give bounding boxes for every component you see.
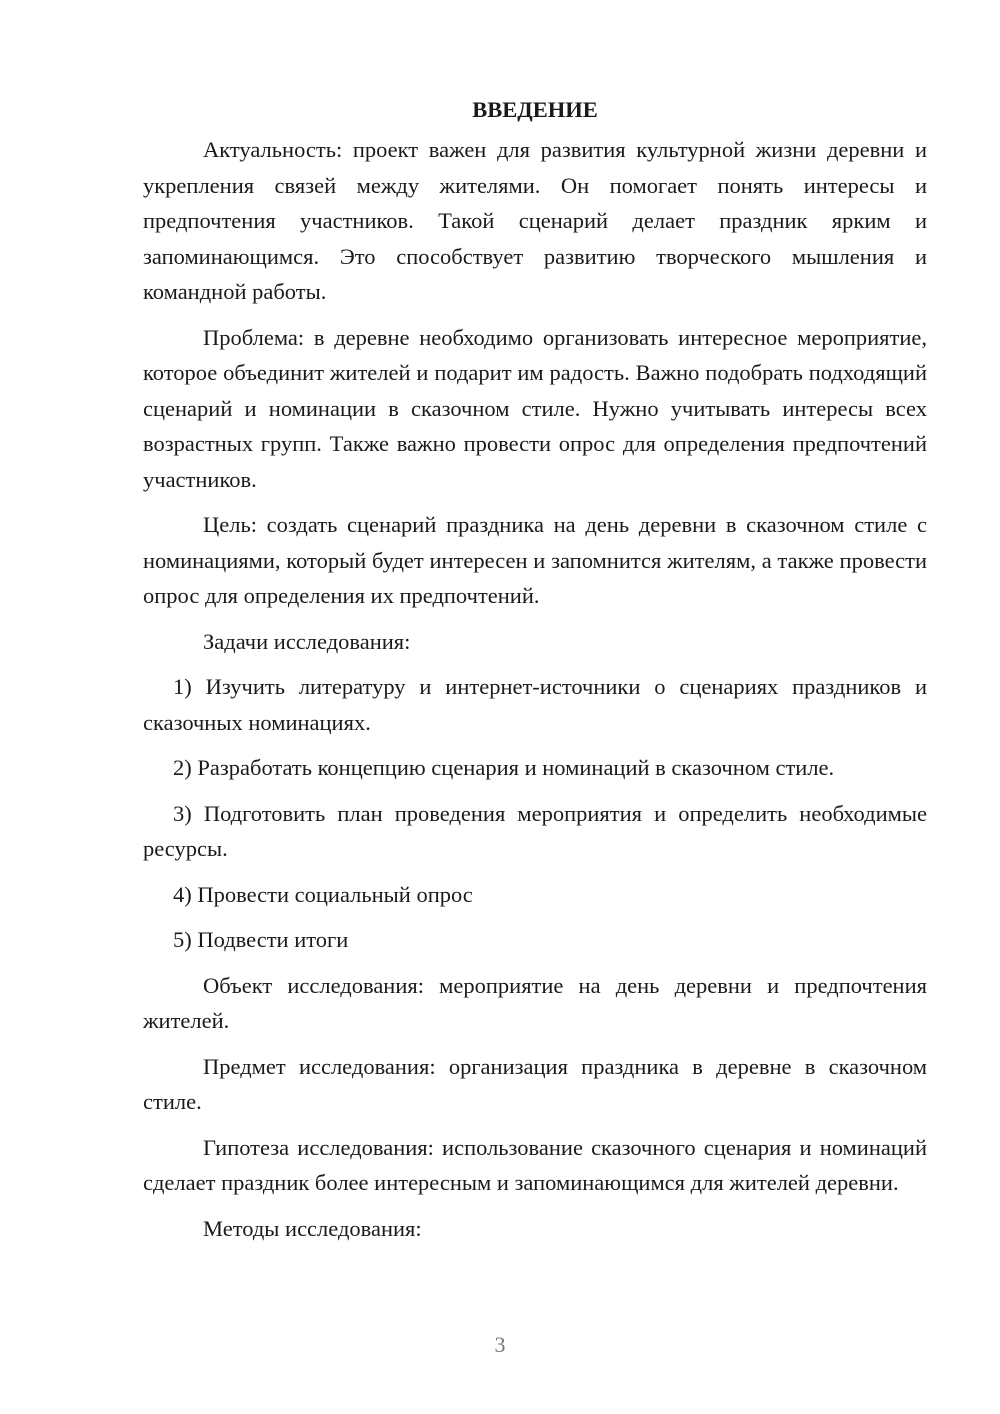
task-item-1: 1) Изучить литературу и интернет-источники о сценариях праздников и сказочных номинациях. [143,674,927,735]
paragraph-object: Объект исследования: мероприятие на день деревни и предпочтения жителей. [143,972,927,1033]
paragraph-goal: Цель: создать сценарий праздника на день деревни в сказочном стиле с номинациями, который будет интересен и запомнится жителям, а также провести опрос для определения их предпочтений. [143,512,927,608]
paragraph-relevance: Актуальность: проект важен для развития культурной жизни деревни и укрепления связей между жителями. Он помогает понять интересы и предпочтения участников. Такой сценарий делает праздник ярким и запоминающимся. Это способствует развитию творческого мышления и командной работы. [143,137,927,304]
page-content [143,92,927,1246]
task-item-2: 2) Разработать концепцию сценария и номинаций в сказочном стиле. [173,755,835,780]
paragraph-subject: Предмет исследования: организация праздника в деревне в сказочном стиле. [143,1053,927,1114]
paragraph-hypothesis: Гипотеза исследования: использование сказочного сценария и номинаций сделает праздник более интересным и запоминающимся для жителей деревни. [143,1134,927,1195]
task-item-5: 5) Подвести итоги [173,927,349,952]
section-heading: ВВЕДЕНИЕ [472,97,598,122]
task-item-3: 3) Подготовить план проведения мероприятия и определить необходимые ресурсы. [143,800,927,861]
paragraph-tasks-intro: Задачи исследования: [203,628,411,654]
paragraph-methods: Методы исследования: [203,1215,422,1241]
page-number: 3 [494,1332,506,1357]
task-item-4: 4) Провести социальный опрос [173,881,473,907]
paragraph-problem: Проблема: в деревне необходимо организовать интересное мероприятие, которое объединит жителей и подарит им радость. Важно подобрать подходящий сценарий и номинации в сказочном стиле. Нужно учитывать интересы всех возрастных групп. Также важно провести опрос для определения предпочтений участников. [143,324,927,492]
